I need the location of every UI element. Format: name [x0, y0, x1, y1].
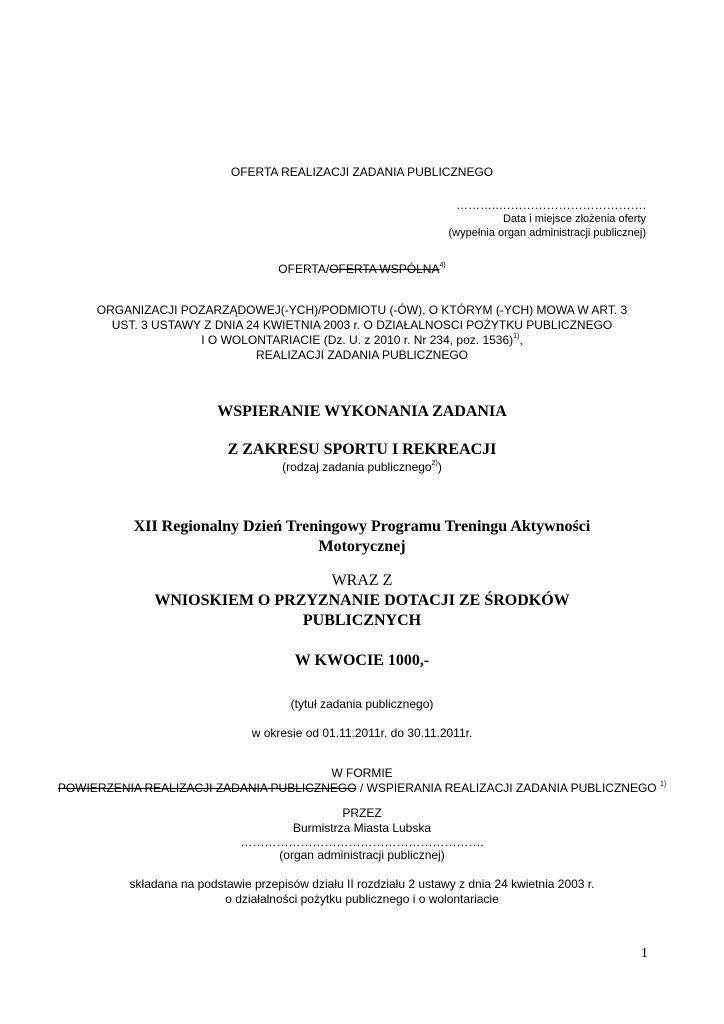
form-selected-option: / WSPIERANIA REALIZACJI ZADANIA PUBLICZNEGO: [356, 781, 660, 795]
authority-dots: …………………………………………………….: [240, 835, 484, 849]
task-kind-heading-2-text: Z ZAKRESU SPORTU I REKREACJI: [227, 441, 497, 458]
legal-basis-line-1: składana na podstawie przepisów działu II rozdziału 2 ustawy z dnia 24 kwietnia 2003 r.: [129, 877, 595, 891]
authority-caption: (organ administracji publicznej): [279, 848, 445, 862]
organization-line-2: UST. 3 USTAWY Z DNIA 24 KWIETNIA 2003 r. O DZIAŁALNOSCI POŻYTKU PUBLICZNEGO: [111, 318, 613, 332]
amount-text: W KWOCIE 1000,-: [294, 652, 430, 669]
task-title-caption: [40, 697, 684, 712]
request-line-1: WNIOSKIEM O PRZYZNANIE DOTACJI ZE ŚRODKÓW: [154, 592, 570, 609]
task-kind-caption-end: ): [437, 460, 442, 474]
task-kind-caption-text: (rodzaj zadania publicznego: [282, 460, 432, 474]
authority-name: Burmistrza Miasta Lubska: [292, 821, 432, 835]
task-title: [40, 517, 684, 557]
form-block: [40, 766, 684, 796]
organization-line-3-suffix: ,: [519, 333, 523, 347]
form-label: W FORMIE: [331, 766, 393, 780]
offer-type-prefix: OFERTA/: [278, 262, 330, 276]
form-footnote: 1): [659, 781, 667, 788]
task-title-line-2: Motorycznej: [318, 538, 406, 555]
organization-block: [40, 303, 684, 363]
date-note: (wypełnia organ administracji publicznej): [448, 227, 646, 239]
legal-basis-line-2: o działalności pożytku publicznego i o wolontariacie: [225, 892, 499, 906]
date-dots: ………..……………………………….: [455, 198, 646, 212]
amount: [40, 651, 684, 671]
period-text: w okresie od 01.11.2011r. do 30.11.2011r.: [251, 726, 473, 740]
offer-title-text: OFERTA REALIZACJI ZADANIA PUBLICZNEGO: [230, 165, 494, 179]
organization-line-1: ORGANIZACJI POZARZĄDOWEJ(-YCH)/PODMIOTU (-ÓW), O KTÓRYM (-YCH) MOWA W ART. 3: [96, 303, 628, 317]
organization-line-3: [40, 333, 684, 348]
legal-basis: [40, 877, 684, 907]
request-line-2: PUBLICZNYCH: [302, 612, 422, 629]
task-kind-heading-1: [40, 402, 684, 422]
authority-label: PRZEZ: [342, 806, 382, 820]
offer-title: [40, 165, 684, 180]
authority-block: [40, 806, 684, 863]
date-label: Data i miejsce złożenia oferty: [502, 213, 646, 225]
task-kind-caption: [40, 460, 684, 475]
organization-line-3-footnote: 1): [513, 333, 520, 340]
organization-line-4: REALIZACJI ZADANIA PUBLICZNEGO: [255, 348, 469, 362]
form-struck-option: POWIERZENIA REALIZACJI ZADANIA PUBLICZNEGO: [57, 781, 357, 795]
page-number: [641, 946, 648, 962]
offer-type-footnote: 4): [439, 262, 446, 269]
task-kind-heading-2: [40, 440, 684, 475]
task-kind-heading-1-text: WSPIERANIE WYKONANIA ZADANIA: [217, 403, 507, 420]
date-block: [449, 198, 646, 241]
offer-type-struck: OFERTA WSPÓLNA: [329, 262, 440, 276]
offer-type: [40, 262, 684, 277]
request-block: [40, 571, 684, 631]
form-options: [40, 781, 684, 796]
task-title-line-1: XII Regionalny Dzień Treningowy Programu Treningu Aktywności: [133, 518, 591, 535]
period: [40, 726, 684, 741]
organization-line-3-text: I O WOLONTARIACIE (Dz. U. z 2010 r. Nr 234, poz. 1536): [201, 333, 514, 347]
task-kind-caption-footnote: 2): [431, 460, 438, 467]
page-number-text: 1: [641, 946, 648, 961]
task-title-caption-text: (tytuł zadania publicznego): [290, 697, 434, 711]
wraz-z-label: WRAZ Z: [331, 572, 393, 589]
